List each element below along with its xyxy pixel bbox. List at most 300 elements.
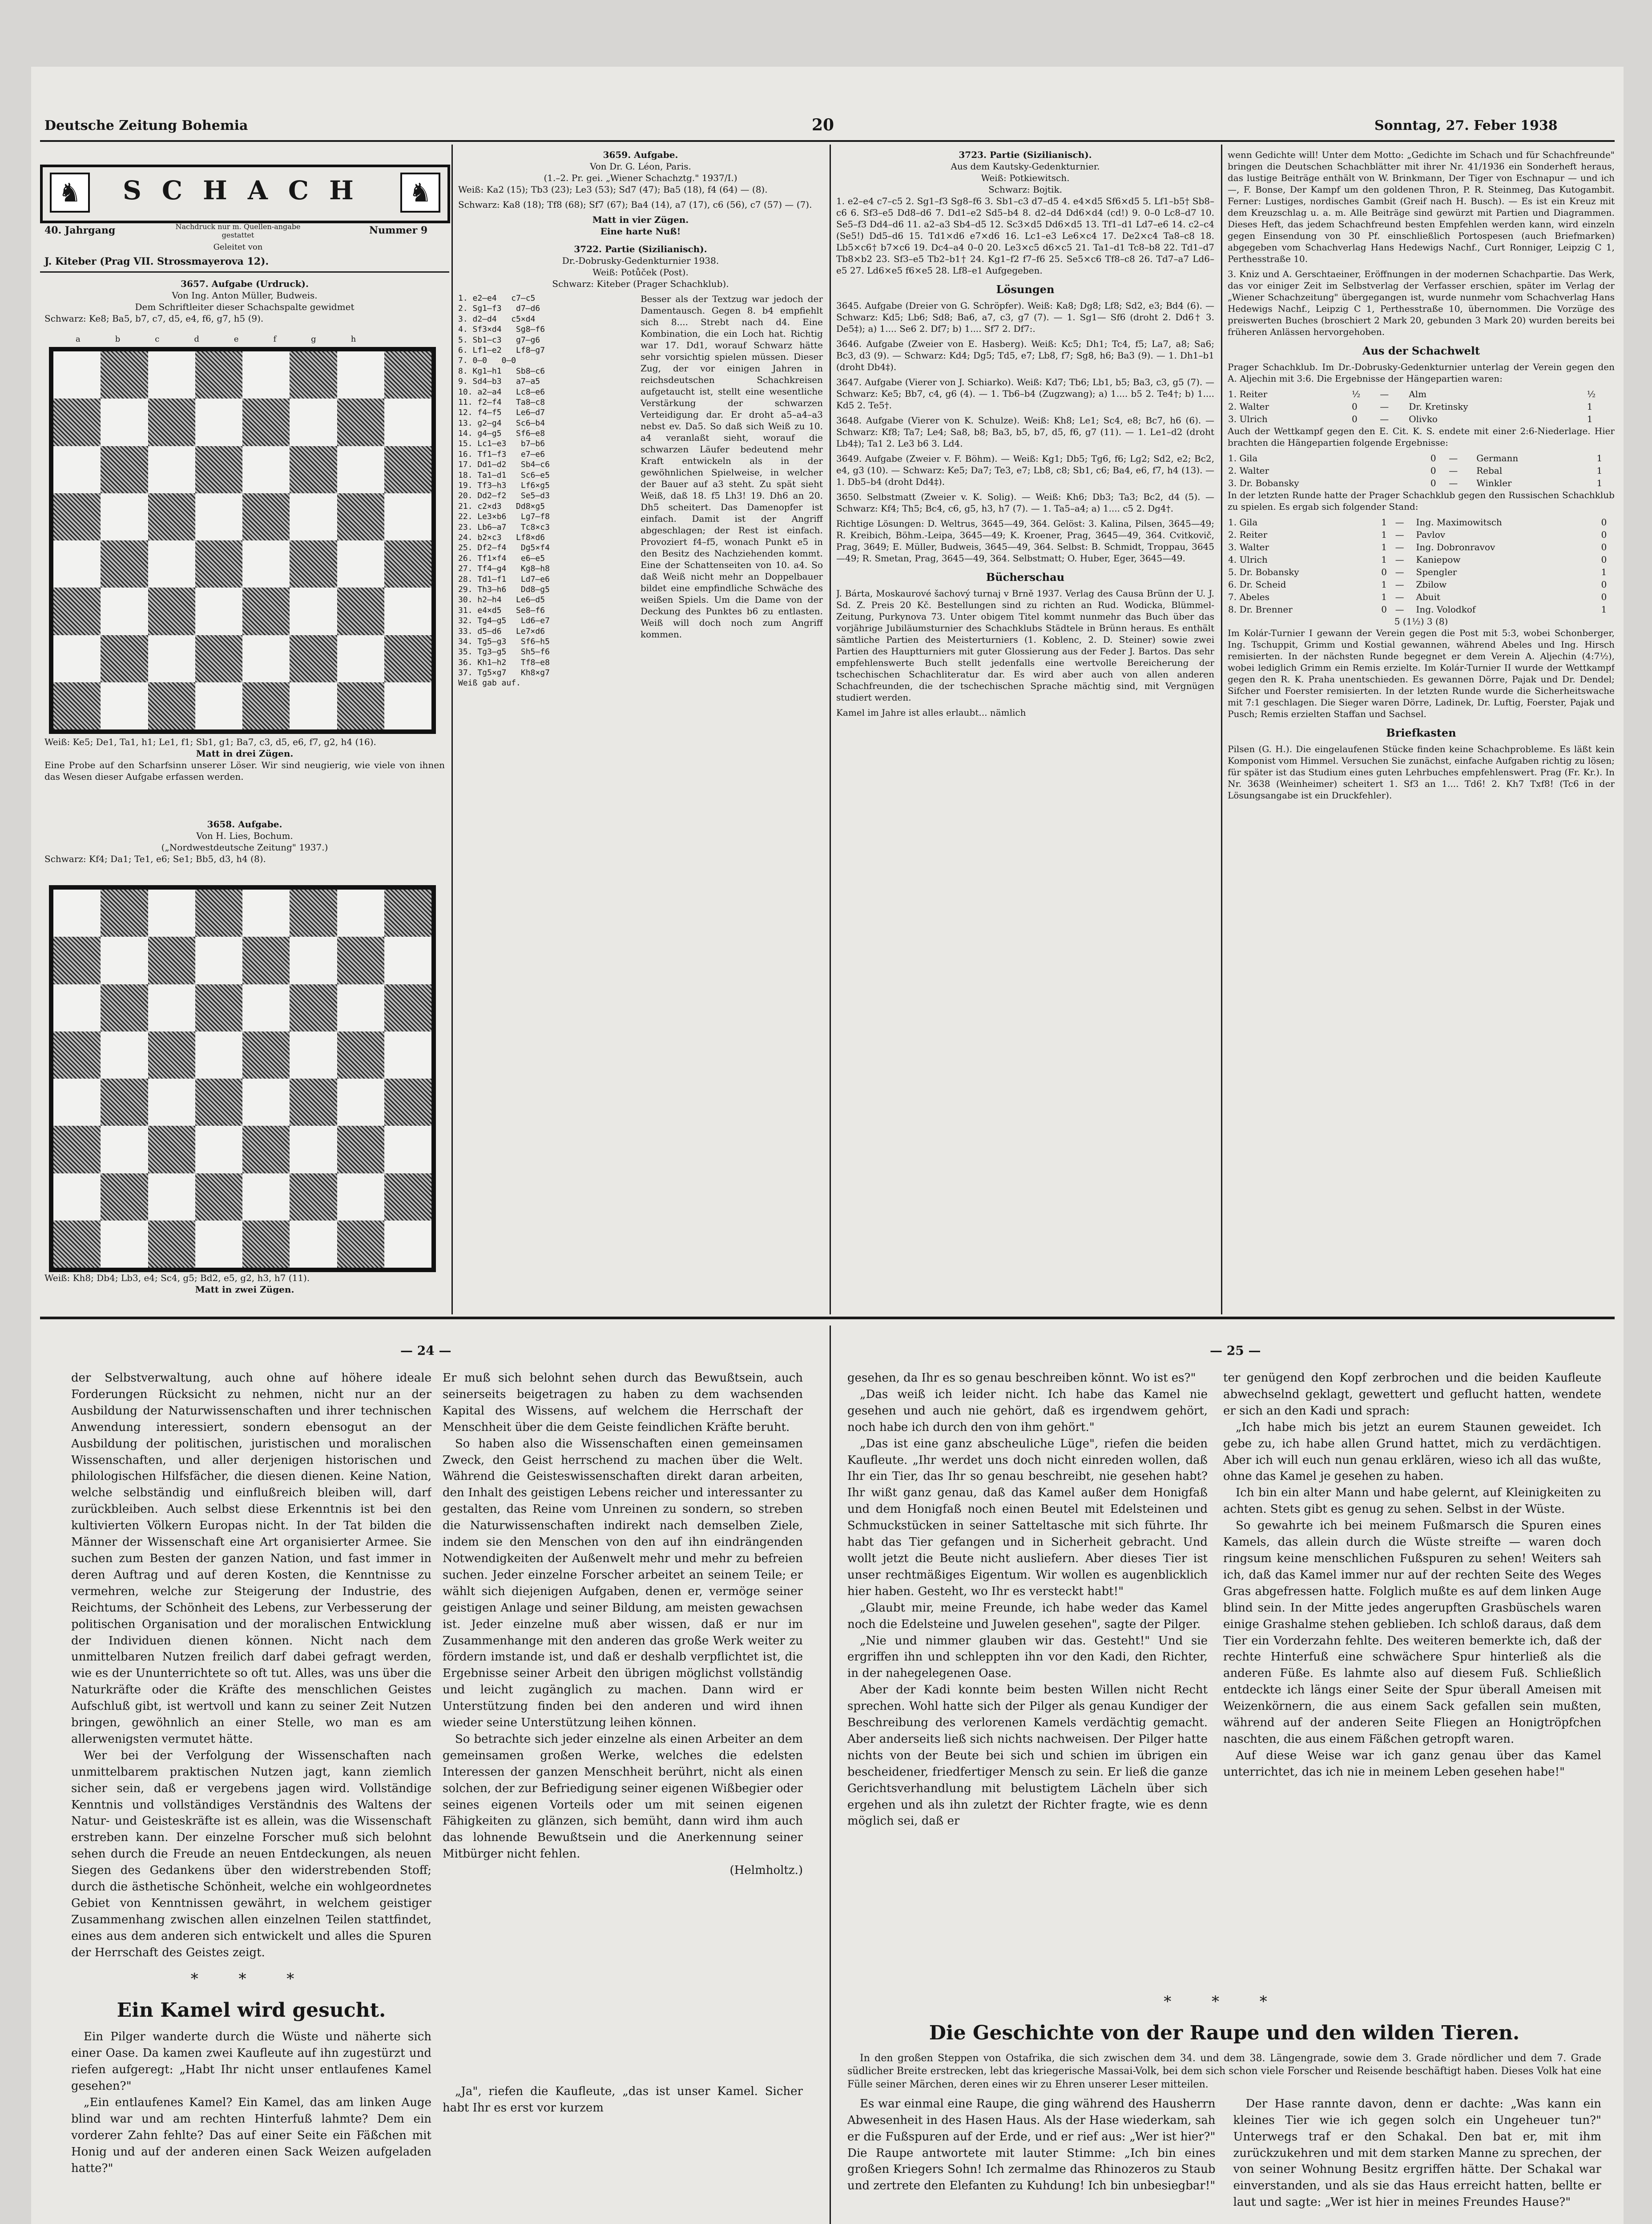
table-cell: 1. Reiter [1228,389,1268,400]
board-square [242,937,290,984]
story-paragraph: „Ja", riefen die Kaufleute, „das ist unser Kamel. Sicher habt Ihr es erst vor kurzem [443,2085,803,2115]
schach-banner [40,165,450,223]
board-square [384,1126,431,1173]
table-cell: 0 [1430,453,1436,464]
board-square [337,984,384,1031]
games-column [458,149,823,1305]
results-total: 5 (1½) 3 (8) [1394,616,1448,627]
table-cell: 0 [1430,478,1436,489]
story-paragraph: „Nie und nimmer glauben wir das. Gesteht!" Und sie ergriffen ihn und schleppten ihn vor den Kadi, den Richter, in der nahegelegenen Oase. [847,1634,1208,1680]
table-cell: Alm [1409,389,1427,400]
board-square [148,399,195,446]
board-square [101,446,148,493]
news-paragraph: Prager Schachklub. Im Dr.-Dobrusky-Gedenkturnier unterlag der Verein gegen den A. Aljechin mit 3:6. Die Ergebnisse der Hängepartien waren: [1228,362,1615,384]
table-cell: — [1395,517,1404,528]
table-cell: — [1380,414,1389,425]
page-number-25: — 25 — [1210,1343,1261,1358]
board-square [195,937,242,984]
board-square [384,399,431,446]
board-square [148,1221,195,1268]
table-cell: 1 [1381,579,1387,590]
board-square [53,1031,101,1079]
table-cell: Ing. Maximowitsch [1416,517,1502,528]
board-square [337,682,384,729]
problem-source: (1.–2. Pr. gei. „Wiener Schachztg." 1937/I.) [544,173,737,183]
knight-icon: ♞ [50,173,90,213]
board-square [53,588,101,635]
table-cell: — [1449,453,1458,464]
board-square [290,890,337,937]
essay-paragraph: Er muß sich belohnt sehen durch das Bewußtsein, auch seinerseits beigetragen zu haben zu dem wachsenden Kapital des Wissens, auf welchem die Herrschaft der Menschheit über die dem Geiste feindlichen Kräfte beruht. [443,1371,803,1434]
board-square [242,399,290,446]
problem-author: Von Dr. G. Léon, Paris. [590,161,691,172]
page-number: 20 [812,116,834,134]
board-square [242,1221,290,1268]
table-cell: 0 [1430,465,1436,476]
board-square [195,446,242,493]
section-rule [40,1317,1615,1319]
board-square [337,1079,384,1126]
table-cell: 1 [1587,401,1593,412]
board-square [290,446,337,493]
table-cell: 0 [1381,604,1387,615]
board-square [195,1031,242,1079]
problem-author: Von Ing. Anton Müller, Budweis. [172,290,318,301]
board-square [195,540,242,588]
problem-goal: Matt in zwei Zügen. [195,1284,294,1295]
board-square [242,682,290,729]
table-cell: 8. Dr. Brenner [1228,604,1293,615]
story-paragraph: ter genügend den Kopf zerbrochen und die beiden Kaufleute abwechselnd geklagt, gewettert und geflucht hatten, wendete er sich an den Kadi und sprach: [1223,1371,1601,1418]
board-square [53,937,101,984]
game-black: Schwarz: Kiteber (Prager Schachklub). [552,278,729,289]
board-file-labels: abcdefgh [76,334,391,344]
story-paragraph: „Ein entlaufenes Kamel? Ein Kamel, das am linken Auge blind war und am rechten Hinterfuß lahmte? Dem ein vorderer Zahn fehlte? Das auf einer Seite ein Fäßchen mit Honig und auf der anderen einen Sack Weizen aufgeladen hatte?" [71,2095,431,2175]
table-cell: 2. Walter [1228,401,1269,412]
section-title-loesungen: Lösungen [996,283,1055,296]
board-square [242,493,290,540]
table-row [1228,603,1615,616]
schach-title: SCHACH [123,175,374,205]
board-square [290,1079,337,1126]
table-row [1228,541,1615,553]
board-square [148,890,195,937]
solution-3650: 3650. Selbstmatt (Zweier v. K. Solig). — Weiß: Kh6; Db3; Ta3; Bc2, d4 (5). — Schwarz: Kf4; Th5; Bc4, c6, g5, h3, h7 (7). — 1. Ta5–a4; a) 1.... c5 2. Dg4†. [836,492,1214,514]
table-cell: — [1395,579,1404,590]
board-square [337,890,384,937]
game-annotations: Besser als der Textzug war jedoch der Damentausch. Gegen 8. b4 empfiehlt sich 8.... Strebt nach d4. Eine Kombination, die ein Loch hat. Richtig war 17. Dd1, worauf Schwarz hätte sehr vorsichtig spielen müssen. Dieser Zug, der vor einigen Jahren in reichsdeutschen Schachkreisen aufgetaucht ist, stellt eine wesentliche Verstärkung der schwarzen Verteidigung dar. Er droht a5–a4–a3 nebst ev. Da5. So daß sich Weiß zu 10. a4 veranlaßt sieht, worauf die schwarzen Läufer bedeutend mehr Kraft entwickeln als in der gewöhnlichen Spielweise, in welcher der Bauer auf a3 steht. Zu spät sieht Weiß, daß 18. f5 Lh3! 19. Dh6 an 20. Dh5 scheitert. Das Damenopfer ist einfach. Damit ist der Angriff abgeschlagen; der Rest ist einfach. Provoziert f4–f5, wonach Punkt e5 in den Besitz des Nachziehenden kommt. Eine der Schattenseiten von 10. a4. So daß Weiß nicht mehr an Doppelbauer bildet eine empfindliche Schwäche des weißen Spiels. Um die Dame von der Deckung des Punktes b6 zu entlasten. Weiß will doch noch zum Angriff kommen. [641,294,823,640]
game-title: 3723. Partie (Sizilianisch). [959,149,1092,160]
correct-solvers: Richtige Lösungen: D. Weltrus, 3645—49, 364. Gelöst: 3. Kalina, Pilsen, 3645—49; R. Kreibich, Böhm.-Leipa, 3645—49; K. Kroener, Prag, 3645—49, 364. Cvitkovič, Prag, 3649; E. Müller, Budweis, 3645—49, 364. Selbst: B. Schmidt, Troppau, 3645—49; R. Smetan, Prag, 3645—49, 364. Selbstmatt; O. Huber, Eger, 3645—49. [836,518,1214,564]
board-square [290,1126,337,1173]
results-table [1228,516,1615,616]
story-title: Ein Kamel wird gesucht. [117,1998,386,2022]
board-square [101,1079,148,1126]
story-intro: In den großen Steppen von Ostafrika, die sich zwischen dem 34. und dem 38. Längengrade, sowie dem 3. Grade nördlicher und dem 7. Grade südlicher Breite erstrecken, lebt das kriegerische Massai-Volk, bei dem sich schon viele Forscher und Reisende beschäftigt haben. Dieses Volk hat eine Fülle seiner Märchen, deren eines wir zu Ehren unserer Leser mitteilen. [847,2052,1601,2091]
board-square [242,984,290,1031]
board-square [337,937,384,984]
board-square [242,890,290,937]
table-cell: 1. Gila [1228,517,1258,528]
board-square [242,1173,290,1221]
board-square [384,493,431,540]
results-table [1228,388,1615,425]
table-cell: 1 [1381,542,1387,553]
board-square [101,1031,148,1079]
problem-goal: Matt in vier Zügen. [592,214,689,225]
table-row [1228,388,1615,400]
problem-white: Weiß: Kh8; Db4; Lb3, e4; Sc4, g5; Bd2, e5, g2, h3, h7 (11). [44,1273,310,1283]
column-rule [830,1326,831,2224]
table-cell: 1 [1381,554,1387,565]
game-white: Weiß: Potůček (Post). [592,267,689,278]
table-cell: 1 [1381,529,1387,540]
solution-3646: 3646. Aufgabe (Zweier von E. Hasberg). Weiß: Kc5; Dh1; Tc4, f5; La7, a8; Sa6; Bc3, d3 (9). — Schwarz: Kd4; Dg5; Td5, e7; Lb8, f7; Sg8, h6; Ba3 (9). — 1. Dh1–b1 (droht Db4‡). [836,338,1214,373]
solution-3647: 3647. Aufgabe (Vierer von J. Schiarko). Weiß: Kd7; Tb6; Lb1, b5; Ba3, c3, g5 (7). — Schwarz: Ke5; Bb7, c4, g6 (4). — 1. Tb6–b4 (Zugzwang); a) 1.... b5 2. Te4†; b) 1.... Kd5 2. Te5†. [836,377,1214,411]
problem-white: Weiß: Ke5; De1, Ta1, h1; Le1, f1; Sb1, g1; Ba7, c3, d5, e6, f7, g2, h4 (16). [44,737,376,747]
table-row [1228,578,1615,591]
schach-rule [40,271,449,273]
board-square [384,984,431,1031]
table-cell: Rebal [1476,465,1503,476]
table-cell: 3. Ulrich [1228,414,1268,425]
story-paragraph: „Das weiß ich leider nicht. Ich habe das Kamel nie gesehen und auch nie gehört, daß es irgendwem gehört, noch habe ich durch den von ihm gehört." [847,1387,1208,1434]
board-square [242,635,290,682]
story-paragraph: „Glaubt mir, meine Freunde, ich habe weder das Kamel noch die Edelsteine und Juwelen gesehen", sagte der Pilger. [847,1601,1208,1631]
problem-black: Schwarz: Ke8; Ba5, b7, c7, d5, e4, f6, g7, h5 (9). [44,313,264,324]
chess-board-3657 [49,347,436,734]
problem-3658-footer [44,1272,445,1308]
schach-jahrgang: 40. Jahrgang [44,225,116,236]
board-square [148,588,195,635]
board-square [337,1031,384,1079]
board-square [290,1031,337,1079]
board-square [384,1173,431,1221]
story-paragraph: „Ich habe mich bis jetzt an eurem Staunen geweidet. Ich gebe zu, ich habe allen Grund hattet, mich zu verdächtigen. Aber ich will euch nun genau erklären, wieso ich all das wußte, ohne das Kamel je gesehen zu haben. [1223,1420,1601,1483]
board-square [337,493,384,540]
board-square [337,540,384,588]
board-square [53,1221,101,1268]
board-square [101,890,148,937]
problem-dedication: Dem Schriftleiter dieser Schachspalte gewidmet [135,302,355,312]
table-cell: ½ [1587,389,1596,400]
board-square [195,1173,242,1221]
board-square [384,1079,431,1126]
board-square [384,682,431,729]
solutions-column [836,149,1214,1305]
table-cell: Winkler [1476,478,1512,489]
table-cell: 0 [1601,529,1607,540]
board-square [384,588,431,635]
board-square [337,588,384,635]
board-square [242,1079,290,1126]
board-square [101,399,148,446]
board-square [101,635,148,682]
table-cell: Abuit [1416,592,1441,603]
table-cell: — [1395,529,1404,540]
table-cell: 0 [1601,592,1607,603]
table-cell: — [1395,542,1404,553]
board-square [148,540,195,588]
board-square [148,1173,195,1221]
news-paragraph: Auch der Wettkampf gegen den E. Cit. K. S. endete mit einer 2:6-Niederlage. Hier brachten die Hängepartien folgende Ergebnisse: [1228,426,1615,448]
table-cell: Ing. Volodkof [1416,604,1476,615]
board-square [242,1126,290,1173]
board-square [242,351,290,399]
essay-column-left [71,1370,431,2224]
board-square [290,540,337,588]
board-square [101,588,148,635]
board-square [53,984,101,1031]
game-black: Schwarz: Bojtik. [988,184,1062,195]
essay-paragraph: Wer bei der Verfolgung der Wissenschaften nach unmittelbarem praktischen Nutzen jagt, kann ziemlich sicher sein, daß er vergebens jagen wird. Vollständige Kenntnis und vollständiges Verständnis des Waltens der Natur- und Geisteskräfte ist es allein, was die Wissenschaft erstreben kann. Der einzelne Forscher muß sich belohnt sehen durch die Freude an neuen Entdeckungen, als neuen Siegen des Gedankens über den widerstrebenden Stoff; durch die ästhetische Schönheit, welche ein wohlgeordnetes Gebiet von Kenntnissen gewährt, in welchem geistiger Zusammenhang zwischen allen einzelnen Teilen stattfindet, eines aus dem anderen sich entwickelt und alles die Spuren der Herrschaft des Geistes zeigt. [71,1749,431,1959]
section-stars: * * * [190,1970,312,1988]
board-square [101,1221,148,1268]
table-cell: 0 [1601,554,1607,565]
table-cell: 1 [1601,567,1607,578]
table-row [1228,566,1615,578]
table-cell: 3. Walter [1228,542,1269,553]
board-square [337,351,384,399]
game-white: Weiß: Potkiewitsch. [981,173,1070,183]
table-cell: — [1395,604,1404,615]
table-cell: Pavlov [1416,529,1446,540]
table-cell: 0 [1351,414,1358,425]
problem-title: 3659. Aufgabe. [603,149,678,160]
results-table [1228,452,1615,489]
board-square [290,984,337,1031]
board-square [384,351,431,399]
table-cell: — [1380,389,1389,400]
game-title: 3722. Partie (Sizilianisch). [574,244,707,254]
table-row [1228,400,1615,413]
board-square [384,1031,431,1079]
board-square [337,1173,384,1221]
schach-geleitet: Geleitet von [213,242,263,252]
section-title-briefkasten: Briefkasten [1386,726,1456,740]
table-cell: 0 [1601,542,1607,553]
news-paragraph: 3. Kniz und A. Gerschtaeiner, Eröffnungen in der modernen Schachpartie. Das Werk, das vor einiger Zeit im Selbstverlag der Verfasser erschien, später im Verlag der „Wiener Schachzeitung" übergegangen ist, wurde nunmehr vom Schachverlag Hans Hedewigs Nachf., Leipzig C 1, Perthesstraße 10, übernommen. Die Vorzüge des preiswerten Buches (broschiert 2 Mark 20, gebunden 3 Mark 20) wurden bereits bei früheren Anlässen hervorgehoben. [1228,269,1615,337]
table-row [1228,528,1615,541]
board-square [290,682,337,729]
board-square [242,446,290,493]
story-paragraph: Auf diese Weise war ich ganz genau über das Kamel unterrichtet, das ich nie in meinem Leben gesehen habe!" [1223,1749,1601,1779]
table-cell: 6. Dr. Scheid [1228,579,1286,590]
story-paragraph: Ein Pilger wanderte durch die Wüste und näherte sich einer Oase. Da kamen zwei Kaufleute auf ihn zugestürzt und riefen aufgeregt: „Habt Ihr nicht unser entlaufenes Kamel gesehen?" [71,2030,431,2093]
board-square [384,937,431,984]
table-cell: 1. Gila [1228,453,1258,464]
section-stars: * * * [1164,1993,1285,2010]
game-event: Aus dem Kautsky-Gedenkturnier. [951,161,1100,172]
story-paragraph: Der Hase rannte davon, denn er dachte: „Was kann ein kleines Tier wie ich gegen solch ein Ungeheuer tun?" Unterwegs traf er den Schakal. Den bat er, mit ihm zurückzukehren und mit dem starken Manne zu sprechen, der von seiner Wohnung Besitz ergriffen hätte. Der Schakal war einverstanden, und als sie das Haus erreicht hatten, bellte er laut und sagte: „Wer ist hier in meines Freundes Hause?" [1233,2097,1601,2209]
story-paragraph: So gewahrte ich bei meinem Fußmarsch die Spuren eines Kamels, das allein durch die Wüste streifte — waren doch ringsum keine menschlichen Fußspuren zu sehen! Weiters sah ich, daß das Kamel immer nur auf der rechten Seite des Weges Gras abgefressen hatte. Folglich mußte es auf dem linken Auge blind sein. In der Mitte jedes angerupften Grasbüschels waren einige Grashalme stehen geblieben. Ich schloß daraus, daß dem Tier ein Vorderzahn fehlte. Des weiteren bemerkte ich, daß der rechte Hinterfuß eine schwächere Spur hinterließ als die anderen Füße. Es lahmte also auf diesem Fuß. Schließlich entdeckte ich längs einer Seite der Spur überall Ameisen mit Weizenkörnern, die aus einem Sack gefallen sein mußten, während auf der anderen Seite Fliegen an Honigtröpfchen naschten, die aus einem Fäßchen getropft waren. [1223,1519,1601,1746]
board-square [148,1031,195,1079]
table-cell: — [1449,465,1458,476]
knight-icon: ♞ [400,173,440,213]
board-square [195,1079,242,1126]
board-square [101,984,148,1031]
board-square [53,1079,101,1126]
board-square [195,984,242,1031]
table-cell: 2. Reiter [1228,529,1268,540]
table-cell: 1 [1381,517,1387,528]
board-square [384,890,431,937]
problem-source: („Nordwestdeutsche Zeitung" 1937.) [161,842,328,853]
board-square [53,540,101,588]
news-paragraph: In der letzten Runde hatte der Prager Schachklub gegen den Russischen Schachklub zu spielen. Es ergab sich folgender Stand: [1228,490,1615,512]
column-rule [830,145,831,1314]
page-number-24: — 24 — [400,1343,451,1358]
board-square [337,635,384,682]
board-square [384,635,431,682]
caterpillar-story [847,1984,1601,2224]
table-cell: 7. Abeles [1228,592,1270,603]
news-intro: wenn Gedichte will! Unter dem Motto: „Gedichte im Schach und für Schachfreunde" bringen die Deutschen Schachblätter mit ihrer Nr. 41/1936 ein Sonderheft heraus, das lustige Beiträge enthält von W. Brinkmann, Der Tiger von Eschnapur — und ich —, F. Bonse, Der Kampf um den goldenen Thron, P. R. Steinmeg, Das Kutogambit. Ferner: Lustiges, nordisches Gambit (Greif nach H. Busch). — Es ist ein Kreuz mit dem Kreuzschlag u. a. m. Alle Beiträge sind gewürzt mit Partien und Diagrammen. Dieses Heft, das jedem Schachfreund besten Empfehlen werden kann, wird einzeln gegen Einsendung von 30 Pf. einschließlich Portospesen (auch Briefmarken) abgegeben vom Schachverlag Hans Hedewigs Nachf., Curt Ronniger, Leipzig C 1, Perthesstraße 10. [1228,149,1615,264]
news-paragraph: Im Kolár-Turnier I gewann der Verein gegen die Post mit 5:3, wobei Schonberger, Ing. Tschuppit, Grimm und Kostial gewannen, während Abeles und Ing. Hirsch remisierten. In der nächsten Runde begegnet er dem Verein A. Aljechin (4:7½), wobei lediglich Grimm ein Remis erzielte. Im Kolár-Turnier II wurde der Wettkampf gegen den R. K. Praha unentschieden. Es gewannen Dörre, Pajak und Dr. Dendel; Sifcher und Foerster remisierten. In der letzten Runde wurde die Sicherheitswache mit 7:1 geschlagen. Die Sieger waren Dörre, Ladinek, Dr. Luftig, Foerster, Pajak und Pusch; Remis erzielten Staffan und Sachsel. [1228,628,1615,720]
board-square [148,682,195,729]
problem-white: Weiß: Ka2 (15); Tb3 (23); Le3 (53); Sd7 (47); Ba5 (18), f4 (64) — (8). [458,184,768,195]
board-square [337,1126,384,1173]
board-square [242,1031,290,1079]
story-paragraph: Aber der Kadi konnte beim besten Willen nicht Recht sprechen. Wohl hatte sich der Pilger als genau Kundiger der Beschreibung des verlorenen Kamels verdächtig gemacht. Aber anderseits ließ sich nichts nachweisen. Der Pilger hatte nichts von der Beute bei sich und schien im übrigen ein bescheidener, friedfertiger Mensch zu sein. Er ließ die ganze Gerichtsverhandlung mit belustigtem Lächeln über sich ergehen und als ihn zuletzt der Richter fragte, wie es denn möglich sei, daß er [847,1683,1208,1828]
problem-black: Schwarz: Kf4; Da1; Te1, e6; Se1; Bb5, d3, h4 (8). [44,854,266,864]
table-row [1228,477,1615,489]
essay-attribution: (Helmholtz.) [729,1864,803,1878]
story-paragraph: Es war einmal eine Raupe, die ging während des Hausherrn Abwesenheit in des Hasen Haus. Als der Hase wiederkam, sah er die Fußspuren auf der Erde, und er rief aus: „Wer ist hier?" Die Raupe antwortete mit lauter Stimme: „Ich bin eines großen Kriegers Sohn! Ich zermalme das Rhinozeros zu Staub und zertrete den Elefanten zu Kuhdung! Ich bin unbesiegbar!" [847,2097,1216,2193]
board-square [101,493,148,540]
story-title: Die Geschichte von der Raupe und den wilden Tieren. [929,2022,1520,2045]
book-review: J. Bárta, Moskaurové šachový turnaj v Brně 1937. Verlag des Causa Brünn der U. J. Sd. Z. Preis 20 Kč. Bestellungen sind zu richten an Rud. Wodicka, Blümmel-Zeitung, Purkynova 73. Unter obigem Titel kommt nunmehr das Buch über das vorjährige Jubiläumsturnier des Schachklubs Städtele in Brünn heraus. Es enthält sämtliche Partien des Meisterturniers (1. Koblenc, 2. D. Steiner) sowie zwei Partien des Hauptturniers mit guter Glossierung aus der Feder J. Bartos. Das sehr empfehlenswerte Buch stellt jedenfalls eine wertvolle Bereicherung der tschechischen Schachliteratur dar. Es wird aber auch von allen anderen Schachfreunden, die der tschechischen Sprache mächtig sind, mit Vergnügen studiert werden. [836,588,1214,703]
newspaper-page [31,67,1624,2224]
table-cell: Spengler [1416,567,1457,578]
solution-3648: 3648. Aufgabe (Vierer von K. Schulze). Weiß: Kh8; Le1; Sc4, e8; Bc7, h6 (6). — Schwarz: Kf8; Ta7; Le4; Sa8, b8; Ba3, b5, b7, d5, f6, g7 (11). — 1. Le1–d2 (droht Lb4‡); Ta1 2. Le3 b6 3. Ld4. [836,415,1214,449]
board-square [242,588,290,635]
board-square [53,399,101,446]
section-title-buecherschau: Bücherschau [986,571,1065,584]
table-cell: 4. Ulrich [1228,554,1268,565]
table-cell: 1 [1381,592,1387,603]
table-cell: 0 [1601,517,1607,528]
board-square [195,890,242,937]
problem-3658-header [44,818,445,872]
board-square [290,1221,337,1268]
table-cell: 2. Walter [1228,465,1269,476]
essay-paragraph: So haben also die Wissenschaften einen gemeinsamen Zweck, den Geist herrschend zu machen über die Welt. Während die Geisteswissenschaften direkt daran arbeiten, den Inhalt des geistigen Lebens reicher und interessanter zu gestalten, das Reine vom Unreinen zu sondern, so streben die Naturwissenschaften indirekt nach demselben Ziele, indem sie den Menschen von den auf ihn eindrängenden Notwendigkeiten der Außenwelt mehr und mehr zu befreien suchen. Jeder einzelne Forscher arbeitet an seinem Teile; er wählt sich diejenigen Aufgaben, denen er, vermöge seiner geistigen Anlage und seiner Bildung, am meisten gewachsen ist. Jeder einzelne muß aber wissen, daß er nur im Zusammenhange mit den anderen das große Werk weiter zu fördern imstande ist, und daß er deshalb verpflichtet ist, die Ergebnisse seiner Arbeit den übrigen möglichst vollständig und leicht zugänglich zu machen. Dann wird er Unterstützung finden bei den anderen und wird ihnen wieder seine Unterstützung leihen können. [443,1437,803,1730]
table-cell: 1 [1601,604,1607,615]
board-square [53,446,101,493]
table-cell: 0 [1351,401,1358,412]
problem-black: Schwarz: Ka8 (18); Tf8 (68); Sf7 (67); Ba4 (14), a7 (17), c6 (56), c7 (57) — (7). [458,199,812,210]
schach-nummer: Nummer 9 [369,225,428,236]
board-square [53,890,101,937]
table-cell: 1 [1587,414,1593,425]
board-square [290,351,337,399]
board-square [384,540,431,588]
board-square [101,1126,148,1173]
problem-note: Eine harte Nuß! [600,226,681,237]
table-row [1228,452,1615,464]
table-cell: 3. Dr. Bobansky [1228,478,1299,489]
board-square [290,493,337,540]
table-row [1228,553,1615,566]
board-square [195,1221,242,1268]
table-row [1228,516,1615,528]
letters-paragraph: Pilsen (G. H.). Die eingelaufenen Stücke finden keine Schachprobleme. Es läßt kein Komponist vom Himmel. Versuchen Sie zunächst, einfache Aufgaben richtig zu lösen; für später ist das Studium eines guten Lehrbuches empfehlenswert. Prag (Fr. Kr.). In Nr. 3638 (Weinheimer) scheitert 1. Sf3 an 1.... Td6! 2. Kh7 Txf8! (Tc6 in der Lösungsangabe ist ein Druckfehler). [1228,744,1615,801]
board-square [290,635,337,682]
table-cell: 0 [1601,579,1607,590]
board-square [148,446,195,493]
table-cell: 5. Dr. Bobansky [1228,567,1299,578]
game-event: Dr.-Dobrusky-Gedenkturnier 1938. [562,255,719,266]
table-row [1228,591,1615,603]
board-square [101,540,148,588]
table-row [1228,413,1615,425]
table-cell: Ing. Dobronravov [1416,542,1495,553]
column-rule [1221,145,1222,1314]
solution-3649: 3649. Aufgabe (Zweier v. F. Böhm). — Weiß: Kg1; Db5; Tg6, f6; Lg2; Sd2, e2; Bc2, e4, g3 (10). — Schwarz: Ke5; Da7; Te3, e7; Lb8, c8; Sb1, c6; Ba4, e6, f7, h4 (13). — 1. Db5–b4 (droht Dd4‡). [836,453,1214,488]
problem-title: 3658. Aufgabe. [207,819,282,830]
board-square [337,1221,384,1268]
problem-title: 3657. Aufgabe (Urdruck). [181,278,309,289]
board-square [148,635,195,682]
problem-goal: Matt in drei Zügen. [196,748,294,759]
board-square [384,1221,431,1268]
board-square [53,1126,101,1173]
board-square [148,1126,195,1173]
solution-3645: 3645. Aufgabe (Dreier von G. Schröpfer). Weiß: Ka8; Dg8; Lf8; Sd2, e3; Bd4 (6). — Schwarz: Kd5; Lb6; Sd8; Ba6, a7, c3, g7 (7). — 1. Sg1— Sf6 (droht 2. Dd6† 3. De5‡); a) 1.... Se6 2. Df7; b) 1.... Sf7 2. Df7:. [836,300,1214,334]
schach-leiter: J. Kiteber (Prag VII. Strossmayerova 12). [44,256,269,267]
table-cell: — [1395,592,1404,603]
section-title-schachwelt: Aus der Schachwelt [1362,344,1480,357]
board-square [101,1173,148,1221]
newspaper-name: Deutsche Zeitung Bohemia [44,118,248,133]
board-square [290,399,337,446]
table-cell: — [1449,478,1458,489]
game-moves: 1. e2–e4 c7–c5 2. Sg1–f3 d7–d6 3. d2–d4 c5×d4 4. Sf3×d4 Sg8–f6 5. Sb1–c3 g7–g6 6. Lf1–e2 Lf8–g7 7. 0–0 0–0 8. Kg1–h1 Sb8–c6 9. Sd4–b3 a7–a5 10. a2–a4 Lc8–e6 11. f2–f4 Ta8–c8 12. f4–f5 Le6–d7 13. g2–g4 Sc6–b4 14. g4–g5 Sf6–e8 15. Lc1–e3 b7–b6 16. Tf1–f3 e7–e6 17. Dd1–d2 Sb4–c6 18. Ta1–d1 Sc6–e5 19. Tf3–h3 Lf6×g5 20. Dd2–f2 Se5–d3 21. c2×d3 Dd8×g5 22. Le3×b6 Lg7–f8 23. Lb6–a7 Tc8×c3 24. b2×c3 Lf8×d6 25. Df2–f4 Dg5×f4 26. Tf1×f4 e6–e5 27. Tf4–g4 Kg8–h8 28. Td1–f1 Ld7–e6 29. Th3–h6 Dd8–g5 30. h2–h4 Le6–d5 31. e4×d5 Se8–f6 32. Tg4–g5 Ld6–e7 33. d5–d6 Le7×d6 34. Tg5–g3 Sf6–h5 35. Tg3–g5 Sh5–f6 36. Kh1–h2 Tf8–e8 37. Tg5×g7 Kh8×g7 Weiß gab auf. [458,294,550,688]
table-row [1228,464,1615,477]
board-square [384,446,431,493]
board-square [195,399,242,446]
board-square [101,682,148,729]
problem-note: Eine Probe auf den Scharfsinn unserer Löser. Wir sind neugierig, wie viele von ihnen das Wesen dieser Aufgabe erfassen werden. [44,760,445,782]
problem-3657-header [44,278,445,340]
problem-author: Von H. Lies, Bochum. [196,830,293,841]
book-review-end: Kamel im Jahre ist alles erlaubt... nämlich [836,707,1026,718]
table-cell: — [1380,401,1389,412]
board-square [101,937,148,984]
board-square [242,540,290,588]
table-cell: 1 [1596,478,1603,489]
board-square [148,984,195,1031]
board-square [148,1079,195,1126]
story-column-right [1223,1370,1601,1815]
issue-date: Sonntag, 27. Feber 1938 [1374,118,1558,133]
board-square [53,1173,101,1221]
story-paragraph: gesehen, da Ihr es so genau beschreiben könnt. Wo ist es?" [847,1371,1196,1385]
schach-nachdruck: Nachdruck nur m. Quellen-angabe gestattet [175,222,301,239]
board-square [195,682,242,729]
table-cell: 1 [1596,453,1603,464]
board-square [53,682,101,729]
news-column [1228,149,1615,1305]
chess-board-3658 [49,885,436,1272]
board-square [337,399,384,446]
column-rule [451,145,453,1314]
table-cell: 0 [1381,567,1387,578]
board-square [290,588,337,635]
board-square [148,937,195,984]
essay-column-right [443,1370,803,2224]
